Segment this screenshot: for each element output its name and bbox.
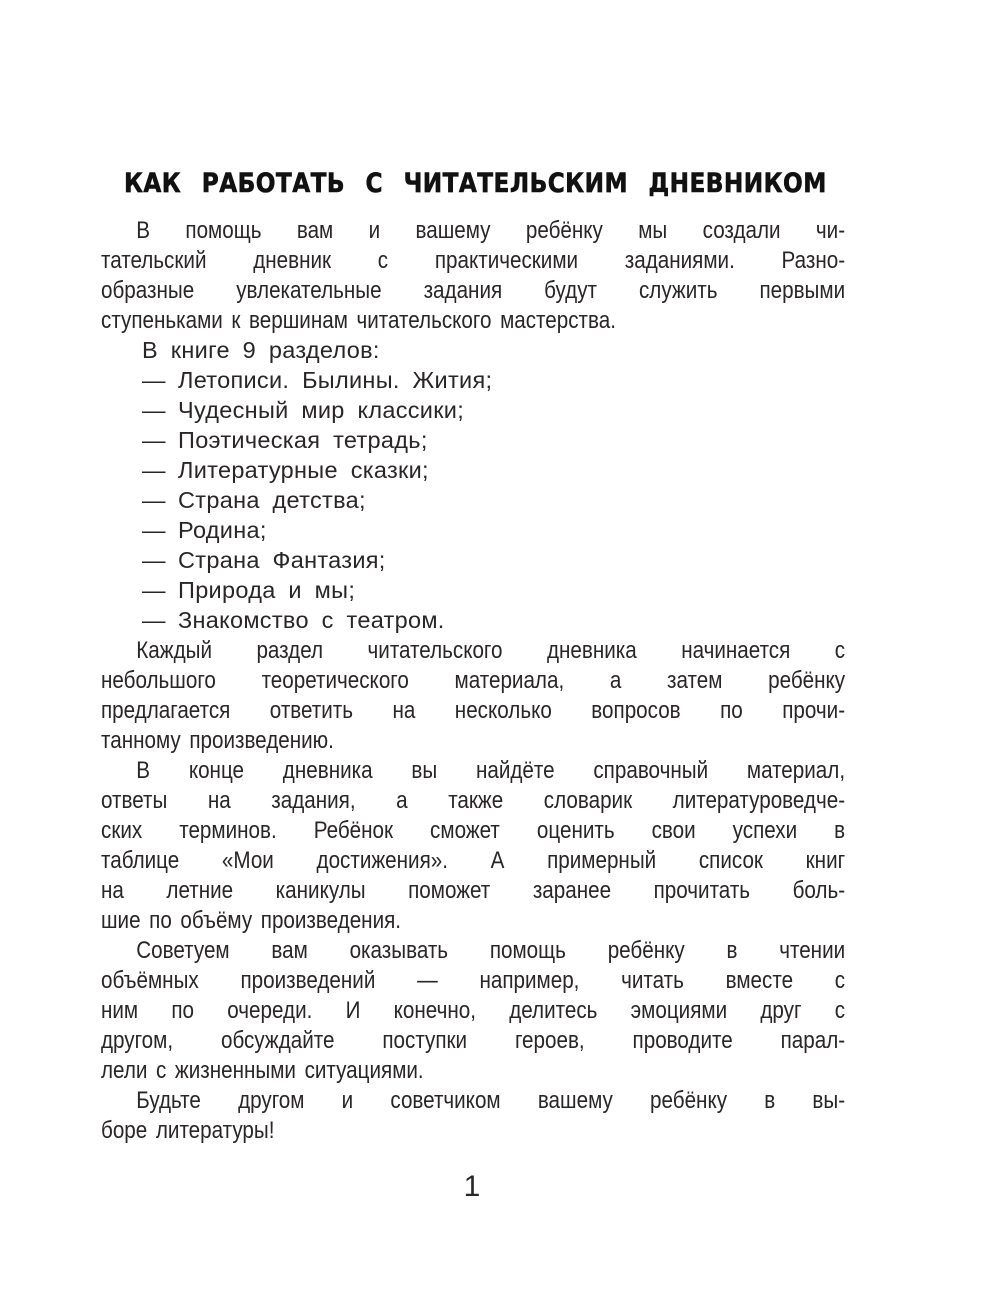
word: делитесь [509, 997, 598, 1024]
word: конечно, [393, 997, 476, 1024]
word: достижения». [316, 847, 448, 874]
word: Советуем [136, 937, 230, 964]
dash: — [142, 547, 166, 573]
word: в [764, 1087, 776, 1114]
paragraph-line [101, 246, 845, 276]
word: мы [638, 217, 668, 244]
list-item [142, 425, 492, 455]
word: вам [296, 217, 334, 244]
dash: — [142, 487, 166, 513]
list-item-label: Природа и мы; [178, 577, 356, 603]
word: друг [760, 997, 802, 1024]
word: несколько [454, 697, 552, 724]
word: лели [101, 1057, 148, 1084]
word: прочи- [782, 697, 846, 724]
word: примерный [547, 847, 657, 874]
paragraph-line [101, 756, 845, 786]
paragraph-reference [101, 756, 845, 936]
word: служить [638, 277, 718, 304]
paragraph-line [101, 636, 845, 666]
paragraph-line [101, 1026, 845, 1056]
word: ребёнку [650, 1087, 728, 1114]
word: свои [651, 817, 696, 844]
word: жизненными [174, 1057, 296, 1084]
paragraph-line [101, 666, 845, 696]
word: к [231, 307, 241, 334]
word: сможет [430, 817, 500, 844]
dash: — [142, 577, 166, 603]
page-title: КАК РАБОТАТЬ С ЧИТАТЕЛЬСКИМ ДНЕВНИКОМ [124, 168, 827, 200]
paragraph-line [101, 1086, 845, 1116]
word: оценить [536, 817, 615, 844]
word: боре [101, 1117, 148, 1144]
word: например, [479, 967, 580, 994]
list-item-label: Знакомство с театром. [178, 607, 445, 633]
paragraph-line [101, 786, 845, 816]
word: ребёнку [607, 937, 685, 964]
word: вместе [725, 967, 794, 994]
dash: — [142, 367, 166, 393]
word: с [834, 997, 846, 1024]
word: в [834, 817, 846, 844]
word: другом, [101, 1027, 174, 1054]
word: таблице [101, 847, 180, 874]
word: материал, [746, 757, 846, 784]
word: дневник [253, 247, 332, 274]
paragraph-line [101, 216, 845, 246]
word: прочитать [653, 877, 751, 904]
word: с [834, 637, 846, 664]
word: задания [423, 277, 503, 304]
word: чтении [779, 937, 846, 964]
word: вы- [812, 1087, 846, 1114]
word: заранее [532, 877, 612, 904]
word: заданиями. [624, 247, 735, 274]
paragraph-line [101, 936, 845, 966]
word: обсуждайте [220, 1027, 335, 1054]
word: терминов. [179, 817, 277, 844]
word: произведений [240, 967, 376, 994]
word: и [341, 1087, 354, 1114]
word: раздел [256, 637, 324, 664]
word: вершинам [249, 307, 348, 334]
word: боль- [792, 877, 846, 904]
word: с [156, 1057, 167, 1084]
word: вам [271, 937, 308, 964]
list-item [142, 575, 492, 605]
word: читательского [367, 637, 503, 664]
list-item [142, 485, 492, 515]
word: вашему [415, 217, 491, 244]
word: затем [667, 667, 723, 694]
list-item-label: Страна Фантазия; [178, 547, 386, 573]
word: объёму [180, 907, 253, 934]
list-item [142, 395, 492, 425]
word: создали [702, 217, 781, 244]
sections-intro: В книге 9 разделов: [142, 337, 380, 363]
word: образные [101, 277, 195, 304]
dash: — [142, 397, 166, 423]
word: читательского [356, 307, 492, 334]
list-item-label: Чудесный мир классики; [178, 397, 465, 423]
paragraph-line [101, 966, 845, 996]
word: шие [101, 907, 141, 934]
paragraph-closing [101, 1086, 845, 1146]
word: тательский [101, 247, 207, 274]
word: советчиком [390, 1087, 501, 1114]
word: вопросов [591, 697, 681, 724]
dash: — [142, 607, 166, 633]
word: ответы [101, 787, 168, 814]
word: книг [805, 847, 846, 874]
word: Будьте [136, 1087, 201, 1114]
paragraph-line [101, 696, 845, 726]
word: по [149, 907, 172, 934]
list-item-label: Литературные сказки; [178, 457, 429, 483]
word: дневника [546, 637, 637, 664]
paragraph-line [101, 726, 845, 756]
word: по [720, 697, 743, 724]
word: героев, [514, 1027, 585, 1054]
word: ребёнку [525, 217, 603, 244]
word: Разно- [781, 247, 846, 274]
word: А [490, 847, 505, 874]
list-item [142, 545, 492, 575]
paragraph-structure [101, 636, 845, 756]
word: успехи [732, 817, 798, 844]
word: список [698, 847, 763, 874]
word: практическими [434, 247, 579, 274]
paragraph-advice [101, 936, 845, 1086]
word: справочный [593, 757, 709, 784]
word: объёмных [101, 967, 199, 994]
sections-list [142, 335, 492, 635]
dash: — [142, 517, 166, 543]
word: теоретического [261, 667, 409, 694]
word: ребёнку [768, 667, 846, 694]
word: И [345, 997, 361, 1024]
word: с [377, 247, 389, 274]
list-item [142, 365, 492, 395]
word: — [417, 967, 438, 994]
word: вы [411, 757, 438, 784]
dash: — [142, 457, 166, 483]
paragraph-line [101, 906, 845, 936]
word: увлекательные [236, 277, 382, 304]
word: дневника [282, 757, 373, 784]
word: ответить [269, 697, 353, 724]
list-item [142, 515, 492, 545]
word: помощь [185, 217, 262, 244]
paragraph-line [101, 846, 845, 876]
word: задания, [271, 787, 356, 814]
paragraph-line [101, 996, 845, 1026]
paragraph-line [101, 1056, 845, 1086]
paragraph-line [101, 1116, 845, 1146]
word: на [207, 787, 231, 814]
word: начинается [681, 637, 791, 664]
word: летние [166, 877, 234, 904]
paragraph-line [101, 276, 845, 306]
word: материала, [454, 667, 565, 694]
word: В [136, 757, 151, 784]
list-item-label: Родина; [178, 517, 267, 543]
word: небольшого [101, 667, 216, 694]
word: парал- [780, 1027, 846, 1054]
word: очереди. [227, 997, 313, 1024]
word: предлагается [101, 697, 231, 724]
word: произведения. [260, 907, 402, 934]
word: также [448, 787, 504, 814]
word: Каждый [136, 637, 212, 664]
paragraph-line [101, 876, 845, 906]
word: первыми [759, 277, 846, 304]
word: вашему [537, 1087, 613, 1114]
word: и [368, 217, 381, 244]
word: помощь [489, 937, 566, 964]
word: чи- [815, 217, 846, 244]
word: «Мои [221, 847, 274, 874]
word: другом [238, 1087, 305, 1114]
dash: — [142, 427, 166, 453]
word: эмоциями [630, 997, 728, 1024]
word: литературоведче- [672, 787, 846, 814]
word: конце [188, 757, 245, 784]
word: поступки [382, 1027, 468, 1054]
word: по [171, 997, 195, 1024]
word: каникулы [275, 877, 366, 904]
word: ним [101, 997, 139, 1024]
word: а [396, 787, 408, 814]
word: ступеньками [101, 307, 223, 334]
paragraph-line [101, 816, 845, 846]
word: на [392, 697, 416, 724]
word: В [136, 217, 151, 244]
word: найдёте [475, 757, 555, 784]
intro-paragraph [101, 216, 845, 336]
paragraph-line [101, 306, 845, 336]
word: будут [544, 277, 597, 304]
list-item-label: Страна детства; [178, 487, 366, 513]
list-item [142, 605, 492, 635]
word: в [726, 937, 738, 964]
word: с [834, 967, 846, 994]
word: а [609, 667, 622, 694]
word: ских [101, 817, 143, 844]
word: на [101, 877, 124, 904]
list-item-label: Поэтическая тетрадь; [178, 427, 428, 453]
word: поможет [408, 877, 491, 904]
word: танному [101, 727, 181, 754]
word: оказывать [349, 937, 449, 964]
word: читать [621, 967, 684, 994]
word: произведению. [189, 727, 334, 754]
word: Ребёнок [313, 817, 394, 844]
list-item-label: Летописи. Былины. Жития; [178, 367, 493, 393]
word: мастерства. [500, 307, 616, 334]
word: проводите [632, 1027, 733, 1054]
list-item [142, 455, 492, 485]
word: ситуациями. [304, 1057, 424, 1084]
word: словарик [543, 787, 633, 814]
page-number: 1 [463, 1170, 481, 1203]
word: литературы! [155, 1117, 275, 1144]
